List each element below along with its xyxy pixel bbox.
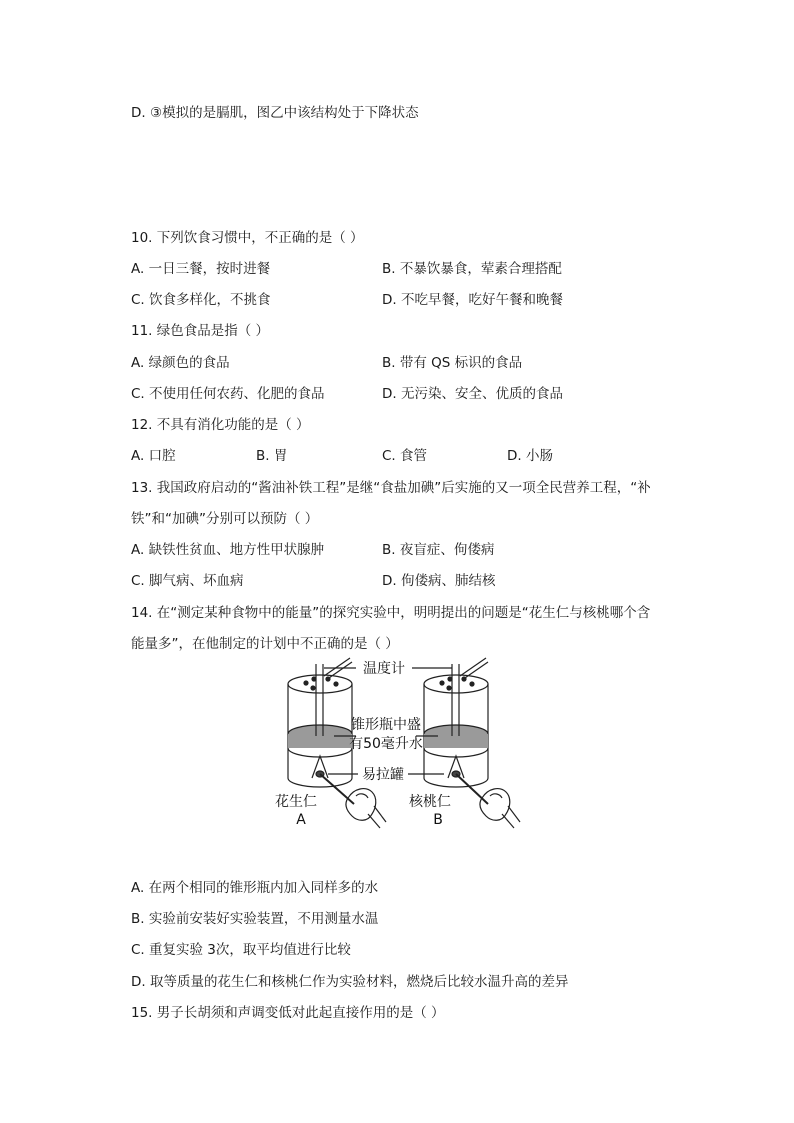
label-flask-line1: 锥形瓶中盛	[351, 717, 421, 733]
q13-option-a: A. 缺铁性贫血、地方性甲状腺肿	[131, 542, 325, 558]
q10-option-b: B. 不暴饮暴食，荤素合理搭配	[382, 261, 562, 277]
q10-option-d: D. 不吃早餐，吃好午餐和晚餐	[382, 292, 563, 308]
q12-option-d: D. 小肠	[507, 448, 553, 464]
q11-stem: 11. 绿色食品是指（ ）	[131, 323, 270, 339]
label-flask-line2: 有50毫升水	[349, 736, 423, 752]
q14-stem-line1: 14. 在“测定某种食物中的能量”的探究实验中，明明提出的问题是“花生仁与核桃哪个含	[131, 605, 651, 621]
can-left	[288, 658, 352, 787]
q14-option-a: A. 在两个相同的锥形瓶内加入同样多的水	[131, 880, 379, 896]
q12-option-a: A. 口腔	[131, 448, 176, 464]
label-peanut: 花生仁	[275, 794, 317, 810]
q12-option-c: C. 食管	[382, 448, 428, 464]
label-b: B	[433, 812, 443, 828]
q12-option-b: B. 胃	[256, 448, 288, 464]
q13-option-b: B. 夜盲症、佝偻病	[382, 542, 495, 558]
q10-option-c: C. 饮食多样化，不挑食	[131, 292, 271, 308]
q11-option-c: C. 不使用任何农药、化肥的食品	[131, 386, 325, 402]
q9-option-d: D. ③模拟的是膈肌，图乙中该结构处于下降状态	[131, 105, 419, 121]
q10-stem: 10. 下列饮食习惯中，不正确的是（ ）	[131, 230, 364, 246]
q12-stem: 12. 不具有消化功能的是（ ）	[131, 417, 310, 433]
label-walnut: 核桃仁	[409, 794, 451, 810]
q14-option-c: C. 重复实验 3次，取平均值进行比较	[131, 942, 351, 958]
label-can: 易拉罐	[362, 767, 404, 783]
q13-option-c: C. 脚气病、坏血病	[131, 573, 244, 589]
q15-stem: 15. 男子长胡须和声调变低对此起直接作用的是（ ）	[131, 1005, 445, 1021]
q13-stem-line2: 铁”和“加碘”分别可以预防（ ）	[131, 511, 319, 527]
hand-right	[456, 774, 520, 828]
q10-option-a: A. 一日三餐，按时进餐	[131, 261, 271, 277]
label-a: A	[296, 812, 306, 828]
q11-option-a: A. 绿颜色的食品	[131, 355, 230, 371]
label-thermometer: 温度计	[363, 661, 405, 677]
q11-option-b: B. 带有 QS 标识的食品	[382, 355, 523, 371]
q11-option-d: D. 无污染、安全、优质的食品	[382, 386, 563, 402]
q13-stem-line1: 13. 我国政府启动的“酱油补铁工程”是继“食盐加碘”后实施的又一项全民营养工程，“补	[131, 480, 651, 496]
q14-option-d: D. 取等质量的花生仁和核桃仁作为实验材料，燃烧后比较水温升高的差异	[131, 974, 569, 990]
q13-option-d: D. 佝偻病、肺结核	[382, 573, 496, 589]
can-right	[424, 658, 488, 787]
experiment-figure	[268, 656, 528, 831]
q14-stem-line2: 能量多”，在他制定的计划中不正确的是（ ）	[131, 636, 399, 652]
q14-option-b: B. 实验前安装好实验装置，不用测量水温	[131, 911, 379, 927]
